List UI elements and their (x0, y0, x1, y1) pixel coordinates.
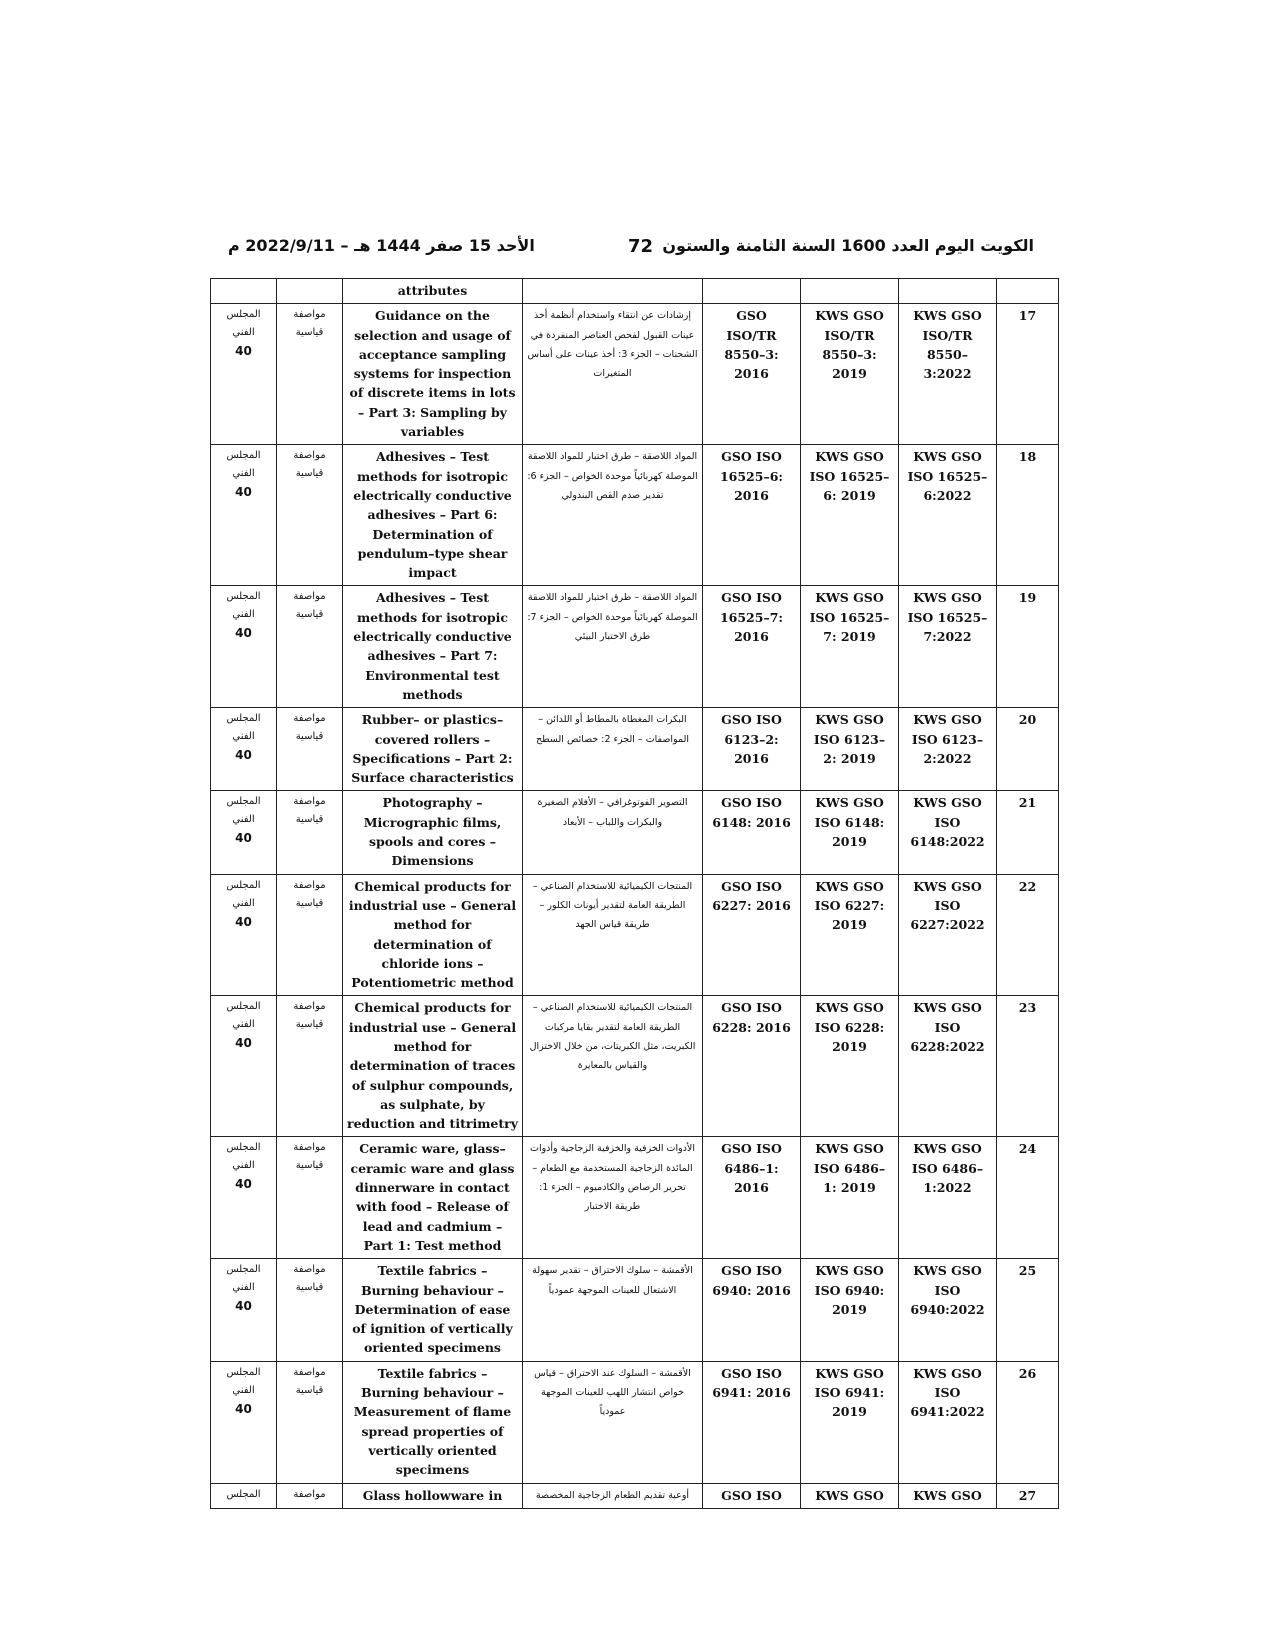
gso-code-cell-line: GSO (736, 308, 767, 324)
title-en-cell: Chemical products for industrial use – General method for determination of chloride ions – Potentiometric method (343, 874, 523, 996)
gso-code-cell-line: GSO ISO (721, 878, 782, 894)
kws-old-code-cell-line: KWS GSO (815, 1141, 884, 1157)
table-row (211, 304, 1059, 445)
type-cell-line: قياسية (295, 814, 324, 826)
council-cell-line: 40 (235, 344, 252, 359)
row-number-cell: 23 (997, 996, 1059, 1137)
kws-new-code-cell (899, 445, 997, 586)
kws-new-code-cell-line: KWS GSO (913, 1487, 982, 1503)
type-cell-line: مواصفة (293, 713, 326, 725)
type-cell (277, 791, 343, 874)
kws-new-code-cell-line: 1:2022 (923, 1180, 972, 1196)
type-cell-line: قياسية (295, 609, 324, 621)
row-number-cell: 22 (997, 874, 1059, 996)
kws-new-code-cell-line: ISO (934, 814, 961, 830)
kws-old-code-cell-line: ISO 6123– (813, 731, 886, 747)
gso-code-cell-line: 6227: 2016 (712, 897, 791, 913)
kws-new-code-cell-line: 6228:2022 (910, 1038, 985, 1054)
type-cell (277, 445, 343, 586)
issue-date: الأحد 15 صفر 1444 هـ – 2022/9/11 م (228, 236, 535, 255)
kws-new-code-cell-line: KWS GSO (913, 795, 982, 811)
gso-code-cell-line: GSO ISO (721, 1141, 782, 1157)
kws-new-code-cell (899, 874, 997, 996)
council-cell (211, 1361, 277, 1483)
council-cell-line: المجلس (226, 309, 261, 321)
kws-new-code-cell-line: ISO (934, 1385, 961, 1401)
council-cell-line: 40 (235, 914, 252, 929)
gso-code-cell-line: 2016 (734, 1180, 769, 1196)
row-number-cell: 18 (997, 445, 1059, 586)
kws-new-code-cell (899, 708, 997, 791)
kws-new-code-cell-line: 7:2022 (923, 629, 972, 645)
type-cell (277, 1259, 343, 1361)
title-ar-cell: الأقمشة – سلوك الاحتراق – تقدير سهولة الاشتعال للعينات الموجهة عمودياً (523, 1259, 703, 1361)
gso-code-cell-line: GSO ISO (721, 449, 782, 465)
title-en-cell: Guidance on the selection and usage of acceptance sampling systems for inspection of discrete items in lots – Part 3: Sampling by variables (343, 304, 523, 445)
type-cell-line: قياسية (295, 1384, 324, 1396)
type-cell (277, 304, 343, 445)
title-ar-cell: الأدوات الخزفية والخزفية الزجاجية وأدوات المائدة الزجاجية المستخدمة مع الطعام – تحرير الرصاص والكادميوم – الجزء 1: طريقة الاختبار (523, 1137, 703, 1259)
kws-old-code-cell-line: ISO 16525– (809, 468, 890, 484)
kws-new-code-cell-line: ISO 6123– (911, 731, 984, 747)
council-cell-line: الفني (232, 609, 255, 621)
gso-code-cell (703, 304, 801, 445)
kws-old-code-cell-line: 2019 (832, 366, 867, 382)
gso-code-cell-line: 6148: 2016 (712, 814, 791, 830)
gso-code-cell (703, 1259, 801, 1361)
title-en-cell: Glass hollowware in (343, 1483, 523, 1508)
kws-old-code-cell-line: KWS GSO (815, 1263, 884, 1279)
kws-new-code-cell-line: KWS GSO (913, 449, 982, 465)
title-en-cell: Textile fabrics – Burning behaviour – Determination of ease of ignition of vertically oriented specimens (343, 1259, 523, 1361)
table-row (211, 445, 1059, 586)
kws-old-code-cell-line: 2019 (832, 1404, 867, 1420)
row-number-cell: 19 (997, 586, 1059, 708)
kws-old-code-cell-line: KWS GSO (815, 449, 884, 465)
type-cell-line: قياسية (295, 327, 324, 339)
gso-code-cell-line: 6228: 2016 (712, 1019, 791, 1035)
type-cell (277, 1361, 343, 1483)
kws-new-code-cell-line: 6227:2022 (910, 917, 985, 933)
kws-old-code-cell-line: ISO 6148: (814, 814, 885, 830)
kws-new-code-cell-line: ISO (934, 897, 961, 913)
kws-old-code-cell (801, 708, 899, 791)
kws-old-code-cell-line: 2: 2019 (823, 750, 876, 766)
kws-new-code-cell-line: KWS GSO (913, 1365, 982, 1381)
kws-old-code-cell (801, 874, 899, 996)
title-en-cell: Photography – Micrographic films, spools and cores – Dimensions (343, 791, 523, 874)
type-cell (277, 586, 343, 708)
gso-code-cell-line: 2016 (734, 629, 769, 645)
kws-old-code-cell (801, 445, 899, 586)
type-cell-line: مواصفة (293, 1142, 326, 1154)
council-cell-line: الفني (232, 468, 255, 480)
kws-old-code-cell-line: ISO 6486– (813, 1160, 886, 1176)
type-cell-line: مواصفة (293, 1488, 326, 1500)
kws-new-code-cell (899, 1137, 997, 1259)
gso-code-cell-line: GSO ISO (721, 1263, 782, 1279)
council-cell-line: المجلس (226, 591, 261, 603)
gso-code-cell-line: GSO ISO (721, 590, 782, 606)
kws-old-code-cell-line: ISO 16525– (809, 609, 890, 625)
gso-code-cell-line: 8550–3: (724, 346, 779, 362)
kws-new-code-cell-line: ISO 6486– (911, 1160, 984, 1176)
title-ar-cell: البكرات المغطاة بالمطاط أو اللدائن – المواصفات – الجزء 2: خصائص السطح (523, 708, 703, 791)
table-row-continued (211, 279, 1059, 304)
council-cell (211, 708, 277, 791)
kws-old-code-cell-line: KWS GSO (815, 712, 884, 728)
council-cell-line: المجلس (226, 1264, 261, 1276)
kws-new-code-cell-line: 8550– (926, 346, 969, 362)
council-cell-line: المجلس (226, 1142, 261, 1154)
type-cell (277, 1483, 343, 1508)
kws-new-code-cell (899, 791, 997, 874)
kws-new-code-cell-line: 2:2022 (923, 750, 972, 766)
gso-code-cell-line: 6941: 2016 (712, 1385, 791, 1401)
gso-code-cell-line: 6940: 2016 (712, 1282, 791, 1298)
title-ar-cell: المنتجات الكيميائية للاستخدام الصناعي – الطريقة العامة لتقدير بقايا مركبات الكبريت، مثل الكبريتات، من خلال الاختزال والقياس بالمعايرة (523, 996, 703, 1137)
council-cell-line: الفني (232, 1160, 255, 1172)
title-en-cell: Textile fabrics – Burning behaviour – Measurement of flame spread properties of vertically oriented specimens (343, 1361, 523, 1483)
kws-new-code-cell (899, 304, 997, 445)
kws-new-code-cell-line: 6:2022 (923, 487, 972, 503)
gso-code-cell-line: 2016 (734, 487, 769, 503)
gso-code-cell-line: GSO ISO (721, 1487, 782, 1503)
council-cell-line: الفني (232, 1282, 255, 1294)
kws-new-code-cell-line: ISO (934, 1019, 961, 1035)
page-number: 72 (628, 236, 654, 257)
type-cell (277, 1137, 343, 1259)
type-cell-line: قياسية (295, 1019, 324, 1031)
kws-new-code-cell-line: 6940:2022 (910, 1301, 985, 1317)
type-cell-line: قياسية (295, 468, 324, 480)
title-en-cell: attributes (343, 279, 523, 304)
type-cell-line: قياسية (295, 1282, 324, 1294)
title-ar-cell: الأقمشة – السلوك عند الاحتراق – قياس خواص انتشار اللهب للعينات الموجهة عمودياً (523, 1361, 703, 1483)
kws-old-code-cell-line: 7: 2019 (823, 629, 876, 645)
title-en-cell: Chemical products for industrial use – General method for determination of traces of sulphur compounds, as sulphate, by reduction and titrimetry (343, 996, 523, 1137)
council-cell-line: 40 (235, 485, 252, 500)
gso-code-cell-line: 2016 (734, 750, 769, 766)
kws-new-code-cell-line: 3:2022 (923, 366, 972, 382)
gso-code-cell-line: ISO/TR (726, 327, 777, 343)
council-cell (211, 1483, 277, 1508)
type-cell-line: قياسية (295, 897, 324, 909)
type-cell (277, 708, 343, 791)
kws-old-code-cell-line: 2019 (832, 1301, 867, 1317)
kws-new-code-cell-line: 6941:2022 (910, 1404, 985, 1420)
title-en-cell: Adhesives – Test methods for isotropic electrically conductive adhesives – Part 6: Determination of pendulum–type shear impact (343, 445, 523, 586)
council-cell-line: المجلس (226, 879, 261, 891)
council-cell-line: 40 (235, 1299, 252, 1314)
type-cell-line: قياسية (295, 1160, 324, 1172)
gso-code-cell (703, 996, 801, 1137)
kws-old-code-cell (801, 1483, 899, 1508)
council-cell (211, 791, 277, 874)
kws-old-code-cell (801, 586, 899, 708)
council-cell-line: المجلس (226, 450, 261, 462)
gso-code-cell-line: GSO ISO (721, 712, 782, 728)
kws-new-code-cell-line: KWS GSO (913, 1263, 982, 1279)
kws-new-code-cell-line: ISO 16525– (907, 468, 988, 484)
kws-old-code-cell-line: KWS GSO (815, 1000, 884, 1016)
council-cell-line: 40 (235, 831, 252, 846)
kws-old-code-cell-line: 2019 (832, 1038, 867, 1054)
kws-old-code-cell (801, 304, 899, 445)
kws-old-code-cell-line: ISO 6227: (814, 897, 885, 913)
type-cell-line: مواصفة (293, 1366, 326, 1378)
council-cell-line: الفني (232, 731, 255, 743)
council-cell-line: 40 (235, 1036, 252, 1051)
type-cell (277, 874, 343, 996)
type-cell-line: مواصفة (293, 591, 326, 603)
kws-old-code-cell (801, 791, 899, 874)
title-en-cell: Adhesives – Test methods for isotropic electrically conductive adhesives – Part 7: Environmental test methods (343, 586, 523, 708)
kws-old-code-cell-line: KWS GSO (815, 308, 884, 324)
council-cell (211, 996, 277, 1137)
kws-old-code-cell-line: KWS GSO (815, 795, 884, 811)
gso-code-cell-line: GSO ISO (721, 795, 782, 811)
standards-table (210, 278, 1059, 1509)
council-cell-line: المجلس (226, 1001, 261, 1013)
gso-code-cell-line: GSO ISO (721, 1365, 782, 1381)
table-row (211, 1137, 1059, 1259)
council-cell-line: الفني (232, 327, 255, 339)
gso-code-cell-line: GSO ISO (721, 1000, 782, 1016)
row-number-cell: 21 (997, 791, 1059, 874)
kws-new-code-cell-line: KWS GSO (913, 308, 982, 324)
council-cell-line: المجلس (226, 1488, 261, 1500)
kws-old-code-cell-line: KWS GSO (815, 590, 884, 606)
kws-old-code-cell-line: 8550–3: (822, 346, 877, 362)
kws-new-code-cell-line: ISO/TR (922, 327, 973, 343)
kws-new-code-cell-line: KWS GSO (913, 878, 982, 894)
gso-code-cell (703, 708, 801, 791)
table-row (211, 1361, 1059, 1483)
table-row (211, 874, 1059, 996)
gso-code-cell-line: 6486–1: (724, 1160, 779, 1176)
publication-info: الكويت اليوم العدد 1600 السنة الثامنة والستون (662, 236, 1034, 255)
kws-new-code-cell-line: ISO 16525– (907, 609, 988, 625)
council-cell-line: المجلس (226, 1366, 261, 1378)
table-row (211, 586, 1059, 708)
row-number-cell: 20 (997, 708, 1059, 791)
council-cell-line: 40 (235, 1401, 252, 1416)
type-cell-line: مواصفة (293, 879, 326, 891)
title-en-cell: Ceramic ware, glass–ceramic ware and glass dinnerware in contact with food – Release of lead and cadmium – Part 1: Test method (343, 1137, 523, 1259)
title-ar-cell: المواد اللاصقة – طرق اختبار للمواد اللاصقة الموصلة كهربائياً موحدة الخواص – الجزء 7: طرق الاختبار البيئي (523, 586, 703, 708)
council-cell-line: الفني (232, 1019, 255, 1031)
council-cell-line: المجلس (226, 713, 261, 725)
type-cell-line: قياسية (295, 731, 324, 743)
table-row (211, 708, 1059, 791)
type-cell-line: مواصفة (293, 450, 326, 462)
gso-code-cell-line: 16525–7: (719, 609, 784, 625)
gso-code-cell (703, 1137, 801, 1259)
council-cell-line: 40 (235, 626, 252, 641)
kws-old-code-cell-line: ISO/TR (824, 327, 875, 343)
type-cell-line: مواصفة (293, 309, 326, 321)
type-cell-line: مواصفة (293, 1264, 326, 1276)
gso-code-cell (703, 445, 801, 586)
row-number-cell: 25 (997, 1259, 1059, 1361)
kws-new-code-cell-line: KWS GSO (913, 590, 982, 606)
council-cell (211, 445, 277, 586)
kws-new-code-cell-line: 6148:2022 (910, 834, 985, 850)
kws-new-code-cell (899, 1259, 997, 1361)
kws-old-code-cell-line: ISO 6941: (814, 1385, 885, 1401)
table-row (211, 1259, 1059, 1361)
type-cell-line: مواصفة (293, 1001, 326, 1013)
kws-new-code-cell-line: KWS GSO (913, 1000, 982, 1016)
kws-new-code-cell (899, 996, 997, 1137)
council-cell (211, 304, 277, 445)
council-cell-line: الفني (232, 897, 255, 909)
council-cell-line: المجلس (226, 796, 261, 808)
page-header (228, 236, 1034, 266)
table-row (211, 1483, 1059, 1508)
row-number-cell: 24 (997, 1137, 1059, 1259)
gso-code-cell-line: 16525–6: (719, 468, 784, 484)
title-ar-cell: المواد اللاصقة – طرق اختبار للمواد اللاصقة الموصلة كهربائياً موحدة الخواص – الجزء 6: تقدير صدم القص البندولي (523, 445, 703, 586)
row-number-cell: 26 (997, 1361, 1059, 1483)
gso-code-cell (703, 586, 801, 708)
council-cell (211, 874, 277, 996)
type-cell-line: مواصفة (293, 796, 326, 808)
title-ar-cell: المنتجات الكيميائية للاستخدام الصناعي – الطريقة العامة لتقدير أيونات الكلور – طريقة قياس الجهد (523, 874, 703, 996)
title-ar-cell: التصوير الفوتوغرافي – الأفلام الصغيرة والبكرات واللباب – الأبعاد (523, 791, 703, 874)
title-en-cell: Rubber– or plastics–covered rollers – Specifications – Part 2: Surface characteristics (343, 708, 523, 791)
kws-old-code-cell (801, 1361, 899, 1483)
council-cell-line: الفني (232, 814, 255, 826)
gso-code-cell (703, 874, 801, 996)
table-row (211, 791, 1059, 874)
kws-old-code-cell (801, 1137, 899, 1259)
gso-code-cell-line: 6123–2: (724, 731, 779, 747)
kws-old-code-cell-line: KWS GSO (815, 1487, 884, 1503)
kws-new-code-cell-line: ISO (934, 1282, 961, 1298)
gso-code-cell (703, 791, 801, 874)
council-cell-line: 40 (235, 748, 252, 763)
title-ar-cell: أوعية تقديم الطعام الزجاجية المخصصة (523, 1483, 703, 1508)
type-cell (277, 996, 343, 1137)
kws-old-code-cell-line: 2019 (832, 834, 867, 850)
kws-old-code-cell-line: ISO 6940: (814, 1282, 885, 1298)
kws-new-code-cell-line: KWS GSO (913, 1141, 982, 1157)
kws-old-code-cell-line: KWS GSO (815, 1365, 884, 1381)
kws-old-code-cell (801, 1259, 899, 1361)
kws-old-code-cell-line: KWS GSO (815, 878, 884, 894)
council-cell-line: 40 (235, 1177, 252, 1192)
kws-old-code-cell-line: 2019 (832, 917, 867, 933)
row-number-cell: 27 (997, 1483, 1059, 1508)
council-cell-line: الفني (232, 1384, 255, 1396)
gso-code-cell (703, 1361, 801, 1483)
kws-old-code-cell (801, 996, 899, 1137)
gso-code-cell-line: 2016 (734, 366, 769, 382)
council-cell (211, 586, 277, 708)
kws-old-code-cell-line: 1: 2019 (823, 1180, 876, 1196)
kws-new-code-cell (899, 586, 997, 708)
kws-new-code-cell (899, 1361, 997, 1483)
kws-old-code-cell-line: ISO 6228: (814, 1019, 885, 1035)
council-cell (211, 1137, 277, 1259)
kws-new-code-cell (899, 1483, 997, 1508)
kws-new-code-cell-line: KWS GSO (913, 712, 982, 728)
council-cell (211, 1259, 277, 1361)
kws-old-code-cell-line: 6: 2019 (823, 487, 876, 503)
row-number-cell: 17 (997, 304, 1059, 445)
table-row (211, 996, 1059, 1137)
gso-code-cell (703, 1483, 801, 1508)
title-ar-cell: إرشادات عن انتقاء واستخدام أنظمة أخذ عينات القبول لفحص العناصر المنفردة في الشحنات – الجزء 3: أخذ عينات على أساس المتغيرات (523, 304, 703, 445)
